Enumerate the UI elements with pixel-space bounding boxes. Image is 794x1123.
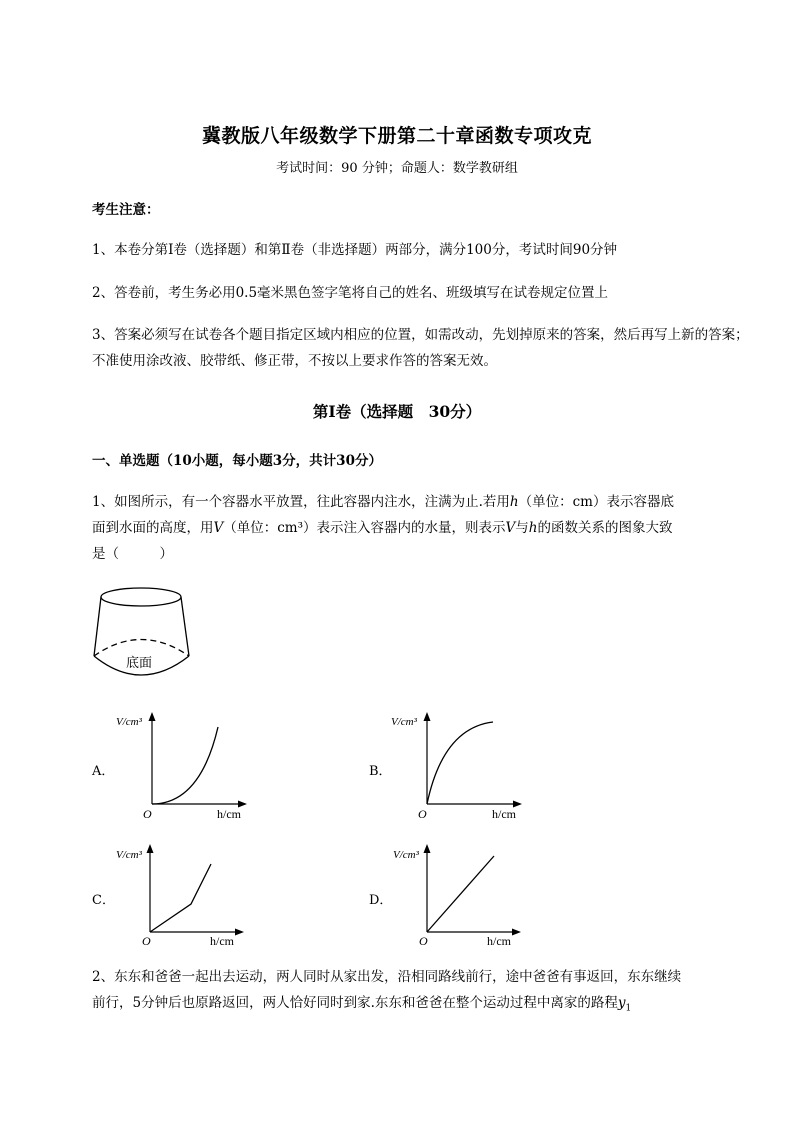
container-bottom-back bbox=[94, 640, 189, 657]
exam-info: 考试时间：90 分钟；命题人：数学教研组 bbox=[276, 161, 518, 176]
graph-b-y-arrow bbox=[424, 712, 431, 721]
graph-b bbox=[385, 700, 535, 825]
graph-d-y-arrow bbox=[424, 844, 431, 853]
container-right-wall bbox=[181, 597, 189, 656]
graph-a-curve bbox=[152, 727, 218, 804]
section-title: 第Ⅰ卷（选择题 30分） bbox=[312, 402, 482, 421]
graph-d-origin: O bbox=[419, 934, 428, 948]
option-b-label: B． bbox=[369, 764, 392, 779]
notice-item-2: 2、答卷前，考生务必用0.5毫米黑色签字笔将自己的姓名、班级填写在试卷规定位置上 bbox=[92, 285, 609, 301]
graph-c-y-label: V/cm³ bbox=[116, 849, 142, 861]
graph-d-x-label: h/cm bbox=[487, 934, 511, 948]
graph-d bbox=[387, 834, 537, 952]
q1-text: （单位：cm³）表示注入容器内的水量，则表示 bbox=[223, 520, 506, 536]
graph-b-x-label: h/cm bbox=[492, 807, 516, 821]
notice-item-3: 3、答案必须写在试卷各个题目指定区域内相应的位置，如需改动，先划掉原来的答案，然后再写上新的答案；不准使用涂改液、胶带纸、修正带，不按以上要求作答的答案无效。 bbox=[92, 327, 749, 369]
graph-c-y-arrow bbox=[147, 844, 154, 853]
graph-c-origin: O bbox=[142, 934, 151, 948]
q2-var-subscript: 1 bbox=[625, 1003, 632, 1014]
graph-c-x-label: h/cm bbox=[210, 934, 234, 948]
graph-b-origin: O bbox=[418, 807, 427, 821]
notice-heading: 考生注意： bbox=[92, 202, 160, 218]
graph-c-x-arrow bbox=[235, 929, 244, 936]
container-left-wall bbox=[94, 597, 101, 656]
q1-text: 面到水面的高度，用 bbox=[92, 520, 214, 536]
graph-b-y-label: V/cm³ bbox=[391, 716, 417, 728]
question-2-line-2 bbox=[92, 990, 752, 1022]
notice-item-1: 1、本卷分第Ⅰ卷（选择题）和第Ⅱ卷（非选择题）两部分，满分100分，考试时间90分钟 bbox=[92, 242, 618, 258]
q1-text: 的函数关系的图象大致 bbox=[537, 520, 673, 536]
graph-d-line bbox=[427, 856, 494, 932]
option-d-label: D． bbox=[369, 893, 393, 908]
question-2-line-1: 2、东东和爸爸一起出去运动，两人同时从家出发，沿相同路线前行，途中爸爸有事返回，东东继续 bbox=[92, 969, 682, 985]
q1-var-v: V bbox=[213, 520, 224, 536]
question-1-line-3: 是（ ） bbox=[92, 546, 173, 562]
section-subheading: 一、单选题（10小题，每小题3分，共计30分） bbox=[92, 453, 382, 469]
question-1-line-2 bbox=[92, 515, 752, 541]
q1-var-v: V bbox=[505, 520, 516, 536]
graph-d-y-label: V/cm³ bbox=[393, 849, 419, 861]
q1-text: 与 bbox=[515, 520, 529, 536]
graph-d-x-arrow bbox=[512, 929, 521, 936]
option-a-label: A． bbox=[92, 764, 115, 779]
graph-a bbox=[110, 700, 260, 825]
graph-a-x-label: h/cm bbox=[217, 807, 241, 821]
q1-text: （单位：cm）表示容器底 bbox=[518, 494, 674, 510]
graph-a-y-label: V/cm³ bbox=[116, 716, 142, 728]
q1-var-h: h bbox=[528, 520, 538, 536]
graph-c-line bbox=[150, 864, 211, 932]
container-top-rim bbox=[101, 588, 181, 606]
q1-var-h: h bbox=[509, 494, 519, 510]
graph-a-y-arrow bbox=[149, 712, 156, 721]
q1-text: 1、如图所示，有一个容器水平放置，往此容器内注水，注满为止.若用 bbox=[92, 494, 510, 510]
container-label: 底面 bbox=[126, 655, 153, 670]
graph-a-origin: O bbox=[143, 807, 152, 821]
question-1-line-1 bbox=[92, 489, 752, 515]
container-figure bbox=[90, 585, 200, 685]
page-title: 冀教版八年级数学下册第二十章函数专项攻克 bbox=[201, 125, 592, 147]
q2-text: 前行，5分钟后也原路返回，两人恰好同时到家.东东和爸爸在整个运动过程中离家的路程 bbox=[92, 995, 618, 1011]
graph-c bbox=[110, 834, 260, 952]
q2-var-y: y bbox=[617, 995, 626, 1011]
option-c-label: C． bbox=[92, 893, 115, 908]
graph-b-curve bbox=[427, 722, 493, 804]
